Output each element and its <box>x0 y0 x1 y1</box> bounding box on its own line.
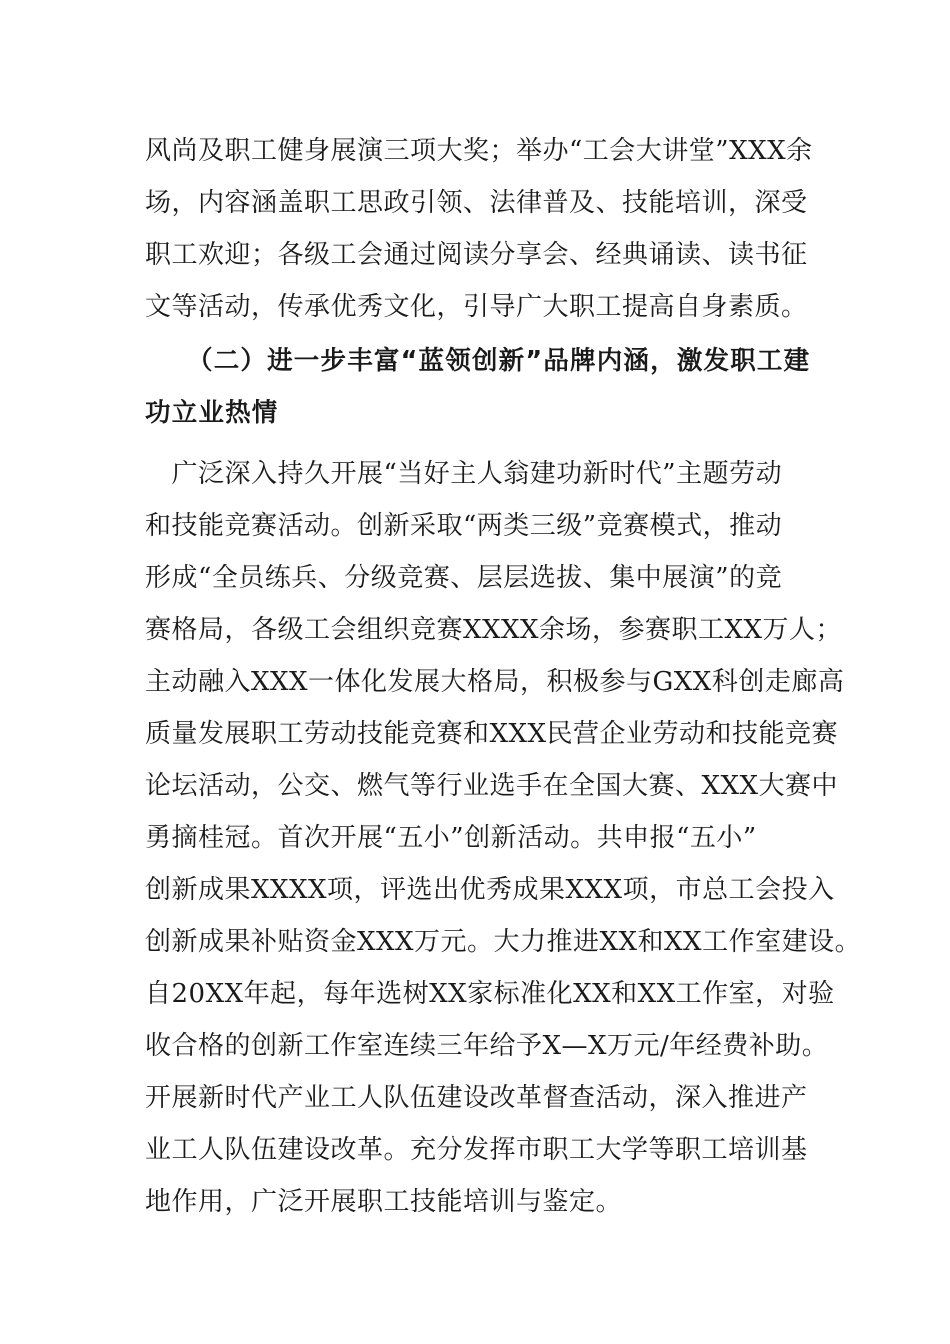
paragraph-line: 质量发展职工劳动技能竞赛和XXX民营企业劳动和技能竞赛 <box>145 719 839 749</box>
paragraph-line: 形成“全员练兵、分级竞赛、层层选拔、集中展演”的竞 <box>145 563 783 593</box>
paragraph-line: 开展新时代产业工人队伍建设改革督查活动，深入推进产 <box>145 1083 808 1113</box>
paragraph-line: 广泛深入持久开展“当好主人翁建功新时代”主题劳动 <box>145 459 783 489</box>
paragraph-culture-activities <box>145 125 825 333</box>
paragraph-line: 创新成果补贴资金XXX万元。大力推进XX和XX工作室建设。 <box>145 927 862 957</box>
paragraph-line: 文等活动，传承优秀文化，引导广大职工提高自身素质。 <box>145 292 808 322</box>
paragraph-line: 创新成果XXXX项，评选出优秀成果XXX项，市总工会投入 <box>145 875 835 905</box>
heading-line: 功立业热情 <box>145 398 279 428</box>
paragraph-competition-innovation <box>145 448 862 1228</box>
paragraph-line: 和技能竞赛活动。创新采取“两类三级”竞赛模式，推动 <box>145 511 783 541</box>
paragraph-line: 地作用，广泛开展职工技能培训与鉴定。 <box>145 1187 623 1217</box>
paragraph-line: 业工人队伍建设改革。充分发挥市职工大学等职工培训基 <box>145 1135 808 1165</box>
paragraph-line: 主动融入XXX一体化发展大格局，积极参与GXX科创走廊高 <box>145 667 845 697</box>
paragraph-line: 职工欢迎；各级工会通过阅读分享会、经典诵读、读书征 <box>145 240 808 270</box>
paragraph-line: 勇摘桂冠。首次开展“五小”创新活动。共申报“五小” <box>145 823 757 853</box>
paragraph-line: 自20XX年起，每年选树XX家标准化XX和XX工作室，对验 <box>145 979 835 1009</box>
paragraph-line: 风尚及职工健身展演三项大奖；举办“工会大讲堂”XXX余 <box>145 136 813 166</box>
heading-line: （二）进一步丰富“蓝领创新”品牌内涵，激发职工建 <box>187 346 811 376</box>
paragraph-line: 赛格局，各级工会组织竞赛XXXX余场，参赛职工XX万人； <box>145 615 843 645</box>
paragraph-line: 论坛活动，公交、燃气等行业选手在全国大赛、XXX大赛中 <box>145 771 839 801</box>
paragraph-line: 收合格的创新工作室连续三年给予X—X万元/年经费补助。 <box>145 1031 829 1061</box>
paragraph-line: 场，内容涵盖职工思政引领、法律普及、技能培训，深受 <box>145 188 808 218</box>
section-heading <box>145 335 825 439</box>
